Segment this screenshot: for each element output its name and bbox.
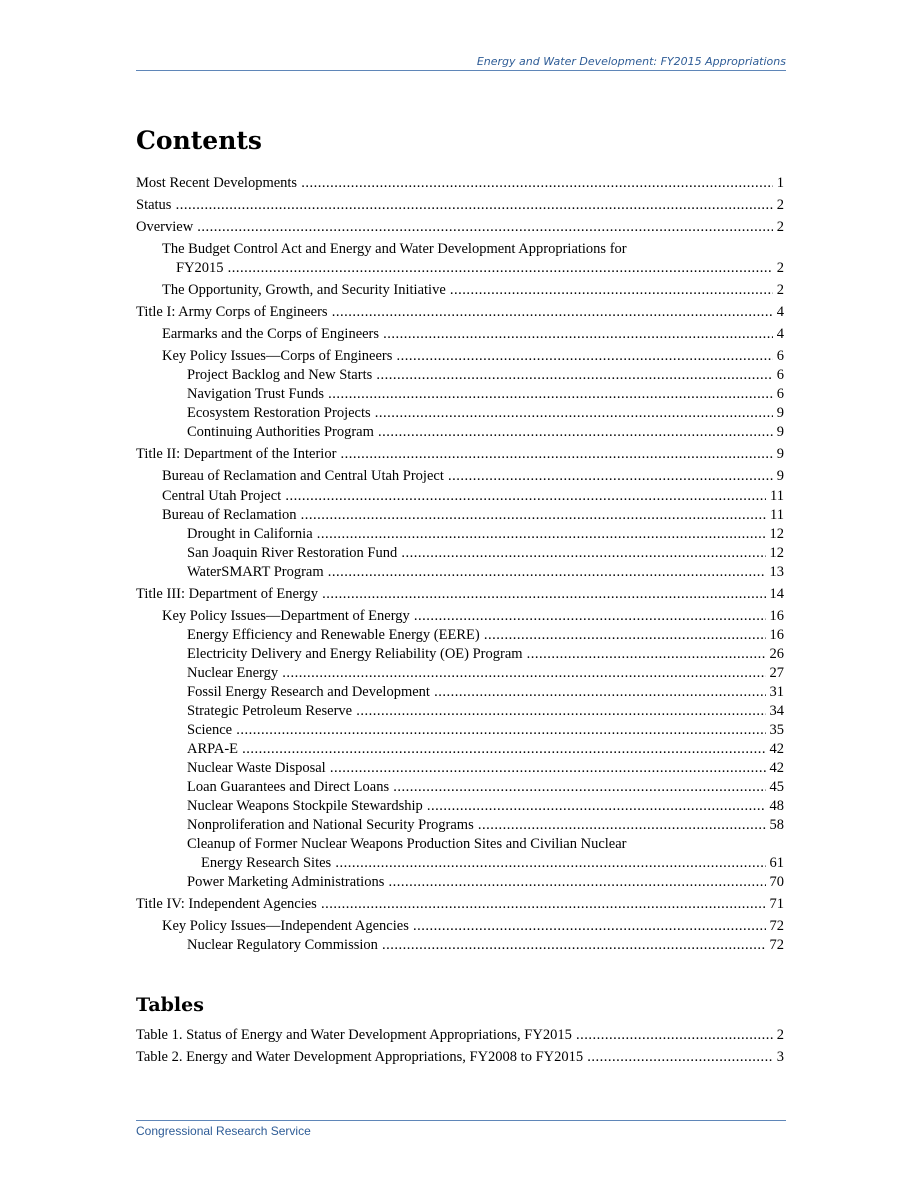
toc-entry-page-number: 42	[766, 740, 785, 759]
toc-entry[interactable]	[136, 702, 784, 721]
toc-entry[interactable]	[136, 816, 784, 835]
toc-entry-title: San Joaquin River Restoration Fund .....	[187, 545, 784, 561]
toc-entry-title: Cleanup of Former Nuclear Weapons Production Sites and Civilian Nuclear	[187, 836, 627, 852]
toc-entry[interactable]	[136, 917, 784, 936]
toc-entry-page-number: 1	[773, 174, 784, 193]
toc-entry[interactable]	[136, 683, 784, 702]
toc-entry[interactable]	[136, 487, 784, 506]
toc-entry-title: Energy Efficiency and Renewable Energy (EERE) .....	[187, 627, 784, 643]
toc-entry[interactable]	[136, 281, 784, 300]
toc-entry-page-number: 6	[773, 347, 784, 366]
toc-entry[interactable]	[136, 544, 784, 563]
toc-entry-page-number: 11	[766, 506, 784, 525]
toc-entry-page-number: 9	[773, 445, 784, 464]
toc-entry-title: WaterSMART Program .....	[187, 564, 784, 580]
toc-entry[interactable]	[136, 873, 784, 892]
toc-entry-page-number: 45	[766, 778, 785, 797]
toc-entry-page-number: 2	[773, 196, 784, 215]
toc-entry[interactable]	[136, 385, 784, 404]
toc-entry-title: Bureau of Reclamation and Central Utah Project .....	[162, 468, 784, 484]
toc-entry[interactable]	[136, 721, 784, 740]
toc-entry-page-number: 70	[766, 873, 785, 892]
toc-entry-title: Electricity Delivery and Energy Reliability (OE) Program .....	[187, 646, 784, 662]
toc-entry[interactable]	[136, 423, 784, 442]
toc-entry-title: Central Utah Project .....	[162, 488, 784, 504]
toc-entry-title: Nuclear Weapons Stockpile Stewardship .....	[187, 798, 784, 814]
toc-entry-page-number: 27	[766, 664, 785, 683]
toc-entry-title: The Budget Control Act and Energy and Water Development Appropriations for	[162, 241, 627, 257]
toc-entry[interactable]	[136, 607, 784, 626]
toc-entry[interactable]	[136, 347, 784, 366]
toc-entry-title: Navigation Trust Funds .....	[187, 386, 784, 402]
toc-entry[interactable]	[136, 936, 784, 955]
toc-entry-title-continued: FY2015 .....	[176, 260, 784, 276]
page-title: Contents	[136, 126, 263, 155]
toc-entry[interactable]	[136, 525, 784, 544]
toc-entry-page-number: 4	[773, 325, 784, 344]
toc-entry-page-number: 31	[766, 683, 785, 702]
toc-entry-title: ARPA-E .....	[187, 741, 784, 757]
toc-entry-title: Key Policy Issues—Independent Agencies .....	[162, 918, 784, 934]
toc-entry-title: Bureau of Reclamation .....	[162, 507, 784, 523]
toc-entry-title: Table 2. Energy and Water Development Appropriations, FY2008 to FY2015 .....	[136, 1049, 784, 1065]
toc-entry[interactable]	[136, 467, 784, 486]
toc-entry-title: Status .....	[136, 197, 784, 213]
toc-entry[interactable]	[136, 325, 784, 344]
toc-entry-title: Strategic Petroleum Reserve .....	[187, 703, 784, 719]
toc-entry-title: Project Backlog and New Starts .....	[187, 367, 784, 383]
toc-entry-title: Nuclear Regulatory Commission .....	[187, 937, 784, 953]
toc-entry-page-number: 12	[766, 525, 785, 544]
toc-entry[interactable]	[136, 645, 784, 664]
toc-entry-page-number: 6	[773, 366, 784, 385]
toc-entry-page-number: 2	[773, 281, 784, 300]
toc-entry-page-number: 16	[766, 607, 785, 626]
toc-entry[interactable]	[136, 759, 784, 778]
toc-entry-page-number: 42	[766, 759, 785, 778]
tables-list	[136, 1026, 784, 1067]
toc-entry[interactable]	[136, 664, 784, 683]
toc-entry-title: Table 1. Status of Energy and Water Development Appropriations, FY2015 .....	[136, 1027, 784, 1043]
toc-entry-title: Science .....	[187, 722, 784, 738]
toc-entry-page-number: 48	[766, 797, 785, 816]
footer-text: Congressional Research Service	[136, 1124, 311, 1138]
toc-entry[interactable]	[136, 366, 784, 385]
toc-entry[interactable]	[136, 303, 784, 322]
tables-heading: Tables	[136, 994, 204, 1016]
toc-entry[interactable]	[136, 797, 784, 816]
toc-entry-page-number: 2	[773, 218, 784, 237]
toc-entry-title: Nonproliferation and National Security Programs .....	[187, 817, 784, 833]
toc-entry-title: Earmarks and the Corps of Engineers .....	[162, 326, 784, 342]
toc-entry-title: Fossil Energy Research and Development .....	[187, 684, 784, 700]
toc-entry-title: Title III: Department of Energy .....	[136, 586, 784, 602]
toc-entry[interactable]	[136, 563, 784, 582]
toc-entry-page-number: 4	[773, 303, 784, 322]
toc-entry[interactable]	[136, 174, 784, 193]
toc-entry-title: Title I: Army Corps of Engineers .....	[136, 304, 784, 320]
toc-entry-page-number: 72	[766, 917, 785, 936]
toc-entry[interactable]	[136, 506, 784, 525]
contents-list	[136, 174, 784, 955]
toc-entry-title: The Opportunity, Growth, and Security Initiative .....	[162, 282, 784, 298]
toc-entry-title: Overview .....	[136, 219, 784, 235]
toc-entry-title: Title II: Department of the Interior .....	[136, 446, 784, 462]
toc-entry[interactable]	[136, 895, 784, 914]
toc-entry[interactable]	[136, 585, 784, 604]
toc-entry-page-number: 16	[766, 626, 785, 645]
toc-entry-page-number: 6	[773, 385, 784, 404]
toc-entry-title: Continuing Authorities Program .....	[187, 424, 784, 440]
toc-entry-page-number: 12	[766, 544, 785, 563]
running-header: Energy and Water Development: FY2015 Appropriations	[476, 55, 786, 68]
toc-entry-page-number: 14	[766, 585, 785, 604]
toc-entry-title: Drought in California .....	[187, 526, 784, 542]
toc-entry[interactable]	[136, 218, 784, 237]
toc-entry[interactable]	[136, 740, 784, 759]
toc-entry[interactable]	[136, 835, 784, 873]
toc-entry-page-number: 11	[766, 487, 784, 506]
toc-entry-page-number: 9	[773, 467, 784, 486]
toc-entry[interactable]	[136, 240, 784, 278]
header-rule	[136, 70, 786, 71]
toc-entry-page-number: 35	[766, 721, 785, 740]
toc-entry-title: Title IV: Independent Agencies .....	[136, 896, 784, 912]
toc-entry[interactable]	[136, 778, 784, 797]
toc-entry-title: Key Policy Issues—Corps of Engineers .....	[162, 348, 784, 364]
toc-entry-title: Nuclear Waste Disposal .....	[187, 760, 784, 776]
toc-entry-page-number: 2	[773, 1026, 784, 1045]
toc-entry-title: Key Policy Issues—Department of Energy .....	[162, 608, 784, 624]
toc-entry[interactable]	[136, 445, 784, 464]
toc-entry-page-number: 34	[766, 702, 785, 721]
toc-entry[interactable]	[136, 626, 784, 645]
toc-entry[interactable]	[136, 1048, 784, 1067]
toc-entry[interactable]	[136, 1026, 784, 1045]
toc-entry-page-number: 13	[766, 563, 785, 582]
toc-entry-page-number: 9	[773, 404, 784, 423]
toc-entry-title: Loan Guarantees and Direct Loans .....	[187, 779, 784, 795]
footer-rule	[136, 1120, 786, 1121]
toc-entry-page-number: 61	[766, 854, 785, 873]
toc-entry-page-number: 26	[766, 645, 785, 664]
toc-entry-title: Most Recent Developments .....	[136, 175, 784, 191]
toc-entry-title-continued: Energy Research Sites .....	[201, 855, 784, 871]
toc-entry-page-number: 2	[773, 259, 784, 278]
toc-entry-title: Ecosystem Restoration Projects .....	[187, 405, 784, 421]
toc-entry-title: Nuclear Energy .....	[187, 665, 784, 681]
toc-entry[interactable]	[136, 196, 784, 215]
toc-entry-page-number: 72	[766, 936, 785, 955]
toc-entry[interactable]	[136, 404, 784, 423]
toc-entry-page-number: 9	[773, 423, 784, 442]
toc-entry-page-number: 71	[766, 895, 785, 914]
toc-entry-page-number: 3	[773, 1048, 784, 1067]
toc-entry-page-number: 58	[766, 816, 785, 835]
toc-entry-title: Power Marketing Administrations .....	[187, 874, 784, 890]
